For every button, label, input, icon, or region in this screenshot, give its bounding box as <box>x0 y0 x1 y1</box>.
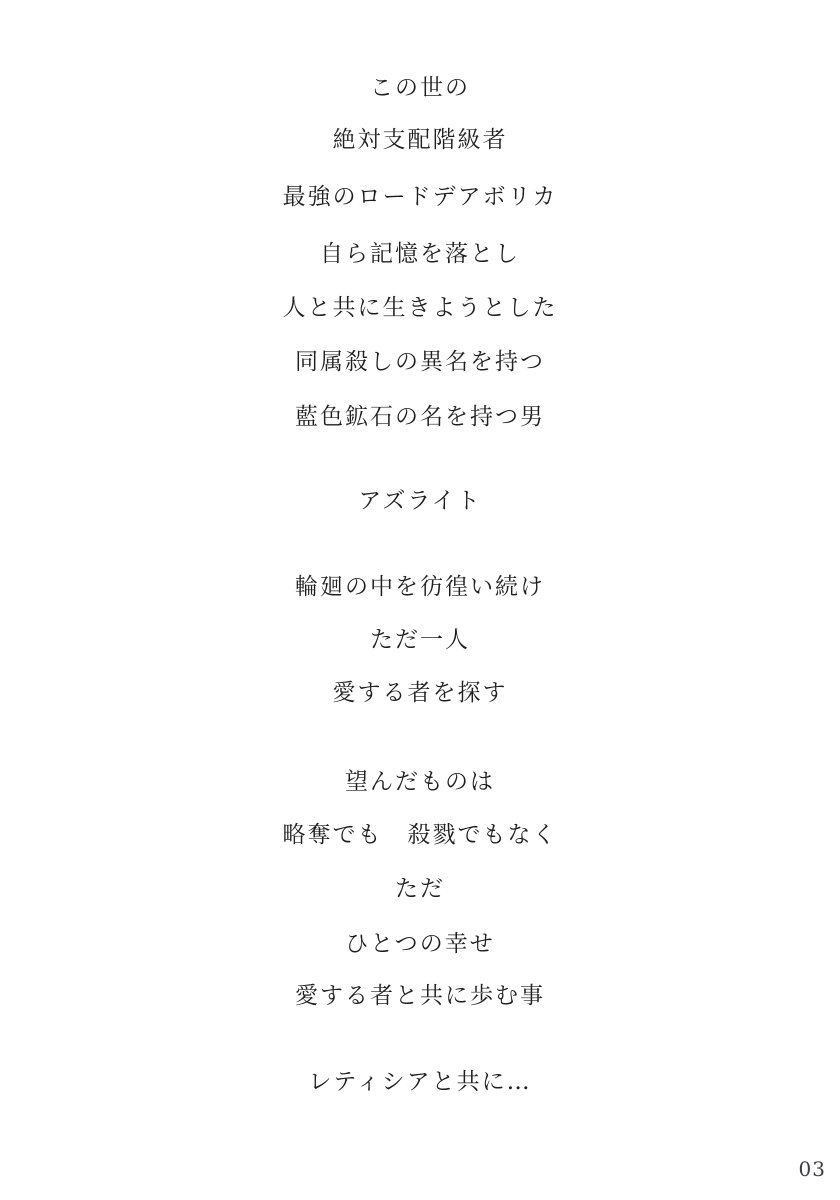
poem-line: 輪廻の中を彷徨い続け <box>295 574 545 600</box>
poem-line: 絶対支配階級者 <box>332 127 508 153</box>
page-number: 03 <box>798 1157 826 1181</box>
poem-line: ひとつの幸せ <box>345 931 495 957</box>
poem-line: この世の <box>370 75 470 101</box>
poem-line: 同属殺しの異名を持つ <box>295 349 545 375</box>
poem-line: 自ら記憶を落とし <box>320 241 520 267</box>
poem-line: アズライト <box>358 488 482 514</box>
poem-line: レティシアと共に… <box>308 1069 532 1095</box>
poem-line: ただ一人 <box>370 627 470 653</box>
poem-line: 愛する者と共に歩む事 <box>295 983 545 1009</box>
poem-line: 人と共に生きようとした <box>282 295 558 321</box>
poem-line: 最強のロードデアボリカ <box>282 184 558 210</box>
poem-line: ただ <box>395 876 445 902</box>
poem-line: 藍色鉱石の名を持つ男 <box>295 404 545 430</box>
poem-line: 略奪でも 殺戮でもなく <box>282 822 558 848</box>
poem-line: 望んだものは <box>345 769 495 795</box>
poem-line: 愛する者を探す <box>332 680 508 706</box>
